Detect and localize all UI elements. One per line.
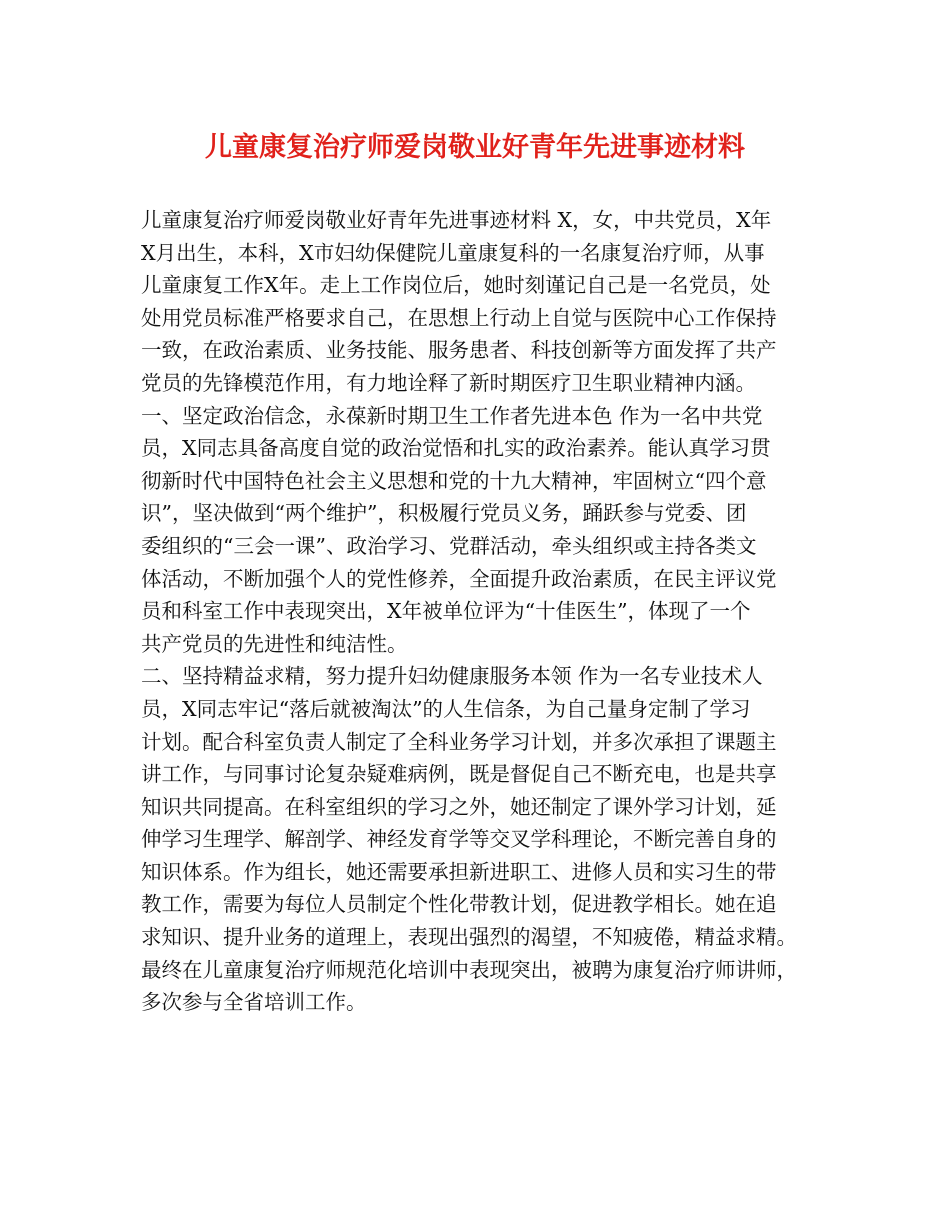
document-title: 儿童康复治疗师爱岗敬业好青年先进事迹材料: [205, 132, 745, 163]
body-line: 共产党员的先进性和纯洁性。: [141, 631, 408, 656]
body-line: 最终在儿童康复治疗师规范化培训中表现突出，被聘为康复治疗师讲师，: [141, 957, 797, 982]
body-line: 知识体系。作为组长，她还需要承担新进职工、进修人员和实习生的带: [141, 859, 777, 884]
section-heading-line: 二、坚持精益求精，努力提升妇幼健康服务本领 作为一名专业技术人: [141, 664, 763, 689]
body-line: 计划。配合科室负责人制定了全科业务学习计划，并多次承担了课题主: [141, 729, 777, 754]
body-line: 求知识、提升业务的道理上，表现出强烈的渴望，不知疲倦，精益求精。: [141, 925, 797, 950]
body-line: 体活动，不断加强个人的党性修养，全面提升政治素质，在民主评议党: [141, 566, 777, 591]
body-line: 教工作，需要为每位人员制定个性化带教计划，促进教学相长。她在追: [141, 892, 777, 917]
body-line: 一致，在政治素质、业务技能、服务患者、科技创新等方面发挥了共产: [141, 338, 777, 363]
body-line: 讲工作，与同事讨论复杂疑难病例，既是督促自己不断充电，也是共享: [141, 762, 777, 787]
body-line: 党员的先锋模范作用，有力地诠释了新时期医疗卫生职业精神内涵。: [141, 370, 756, 395]
body-line: X月出生，本科，X市妇幼保健院儿童康复科的一名康复治疗师，从事: [141, 240, 765, 265]
section-heading-line: 一、坚定政治信念，永葆新时期卫生工作者先进本色 作为一名中共党: [141, 403, 763, 428]
body-line: 伸学习生理学、解剖学、神经发育学等交叉学科理论，不断完善自身的: [141, 827, 777, 852]
body-line: 彻新时代中国特色社会主义思想和党的十九大精神，牢固树立“四个意: [141, 468, 767, 493]
body-line: 多次参与全省培训工作。: [141, 990, 367, 1015]
body-line: 儿童康复工作X年。走上工作岗位后，她时刻谨记自己是一名党员，处: [141, 273, 771, 298]
body-line: 处用党员标准严格要求自己，在思想上行动上自觉与医院中心工作保持: [141, 305, 777, 330]
body-line: 员，X同志牢记“落后就被淘汰”的人生信条，为自己量身定制了学习: [141, 696, 751, 721]
body-line: 员，X同志具备高度自觉的政治觉悟和扎实的政治素养。能认真学习贯: [141, 436, 771, 461]
body-line: 员和科室工作中表现突出，X年被单位评为“十佳医生”，体现了一个: [141, 599, 751, 624]
body-line: 知识共同提高。在科室组织的学习之外，她还制定了课外学习计划，延: [141, 794, 777, 819]
body-line: 儿童康复治疗师爱岗敬业好青年先进事迹材料 X，女，中共党员，X年: [141, 208, 772, 232]
document-body: [141, 204, 831, 1019]
body-line: 委组织的“三会一课”、政治学习、党群活动，牵头组织或主持各类文: [141, 533, 757, 558]
body-line: 识”，坚决做到“两个维护”，积极履行党员义务，踊跃参与党委、团: [141, 501, 747, 526]
